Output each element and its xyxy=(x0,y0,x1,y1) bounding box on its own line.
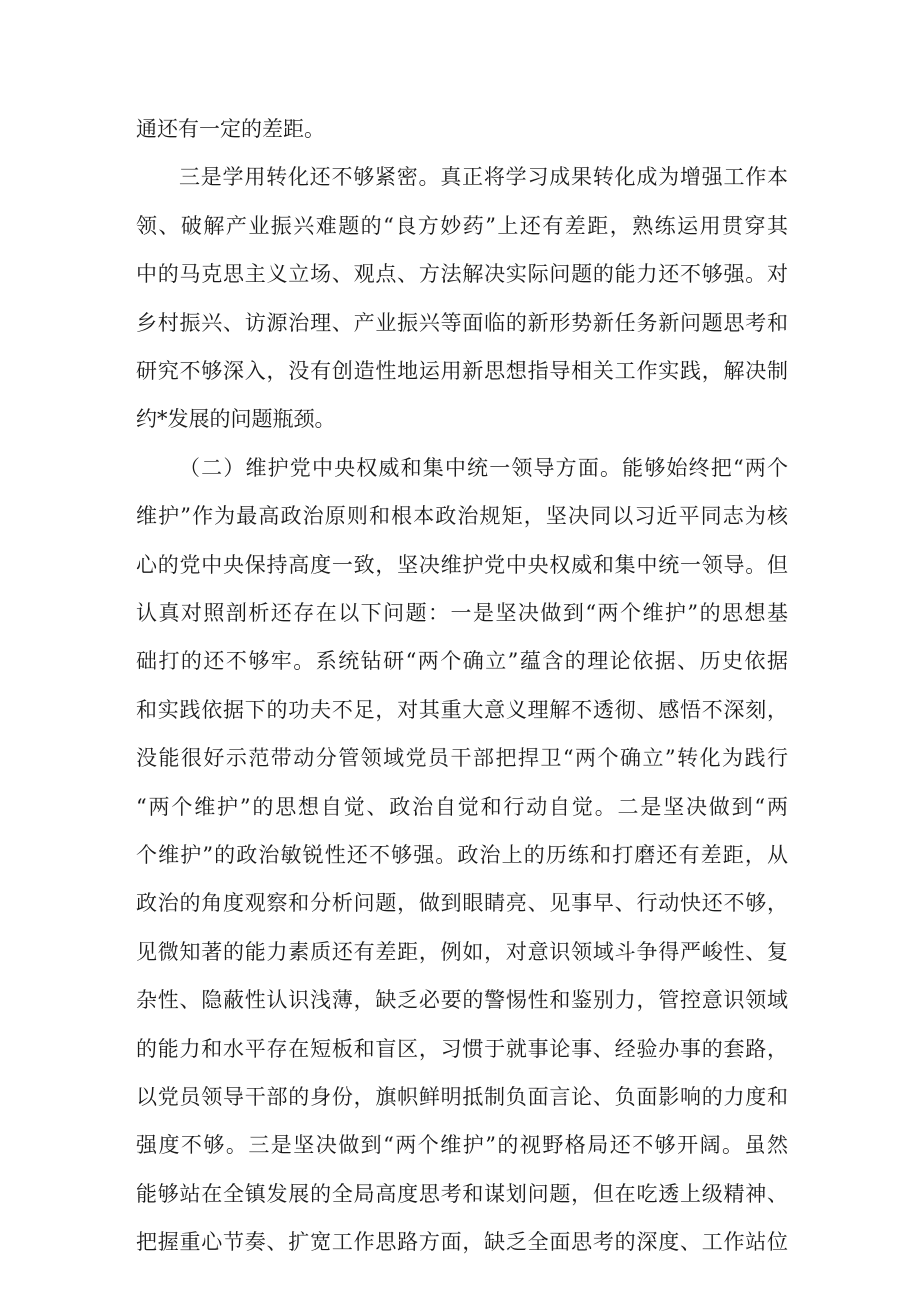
text-line: 研究不够深入，没有创造性地运用新思想指导相关工作实践，解决制 xyxy=(136,359,788,383)
text-line: 维护”作为最高政治原则和根本政治规矩，坚决同以习近平同志为核 xyxy=(136,504,788,528)
text-line: 领、破解产业振兴难题的“良方妙药”上还有差距，熟练运用贯穿其 xyxy=(136,214,788,238)
text-line: 没能很好示范带动分管领域党员干部把捍卫“两个确立”转化为践行 xyxy=(136,746,788,770)
text-line: 础打的还不够牢。系统钻研“两个确立”蕴含的理论依据、历史依据 xyxy=(136,649,788,673)
text-line: 个维护”的政治敏锐性还不够强。政治上的历练和打磨还有差距，从 xyxy=(136,843,788,867)
text-line: 强度不够。三是坚决做到“两个维护”的视野格局还不够开阔。虽然 xyxy=(136,1133,788,1157)
text-line: 见微知著的能力素质还有差距，例如，对意识领域斗争得严峻性、复 xyxy=(136,940,788,964)
section-heading-line: （二）维护党中央权威和集中统一领导方面。能够始终把“两个 xyxy=(179,456,788,480)
text-line: 以党员领导干部的身份，旗帜鲜明抵制负面言论、负面影响的力度和 xyxy=(136,1085,788,1109)
text-line: 的能力和水平存在短板和盲区，习惯于就事论事、经验办事的套路， xyxy=(136,1037,788,1061)
text-line: 能够站在全镇发展的全局高度思考和谋划问题，但在吃透上级精神、 xyxy=(136,1182,788,1206)
text-line: 心的党中央保持高度一致，坚决维护党中央权威和集中统一领导。但 xyxy=(136,553,788,577)
text-line: 通还有一定的差距。 xyxy=(136,117,325,141)
text-line: “两个维护”的思想自觉、政治自觉和行动自觉。二是坚决做到“两 xyxy=(136,795,788,819)
text-line: 杂性、隐蔽性认识浅薄，缺乏必要的警惕性和鉴别力，管控意识领域 xyxy=(136,988,788,1012)
text-line: 认真对照剖析还存在以下问题：一是坚决做到“两个维护”的思想基 xyxy=(136,601,788,625)
text-line: 把握重心节奏、扩宽工作思路方面，缺乏全面思考的深度、工作站位 xyxy=(136,1230,788,1254)
text-line: 政治的角度观察和分析问题，做到眼睛亮、见事早、行动快还不够， xyxy=(136,891,788,915)
text-line: 中的马克思主义立场、观点、方法解决实际问题的能力还不够强。对 xyxy=(136,262,788,286)
text-line: 和实践依据下的功夫不足，对其重大意义理解不透彻、感悟不深刻， xyxy=(136,698,788,722)
paragraph-first-line: 三是学用转化还不够紧密。真正将学习成果转化成为增强工作本 xyxy=(179,165,788,189)
text-line: 乡村振兴、访源治理、产业振兴等面临的新形势新任务新问题思考和 xyxy=(136,311,788,335)
text-line: 约*发展的问题瓶颈。 xyxy=(136,407,336,431)
